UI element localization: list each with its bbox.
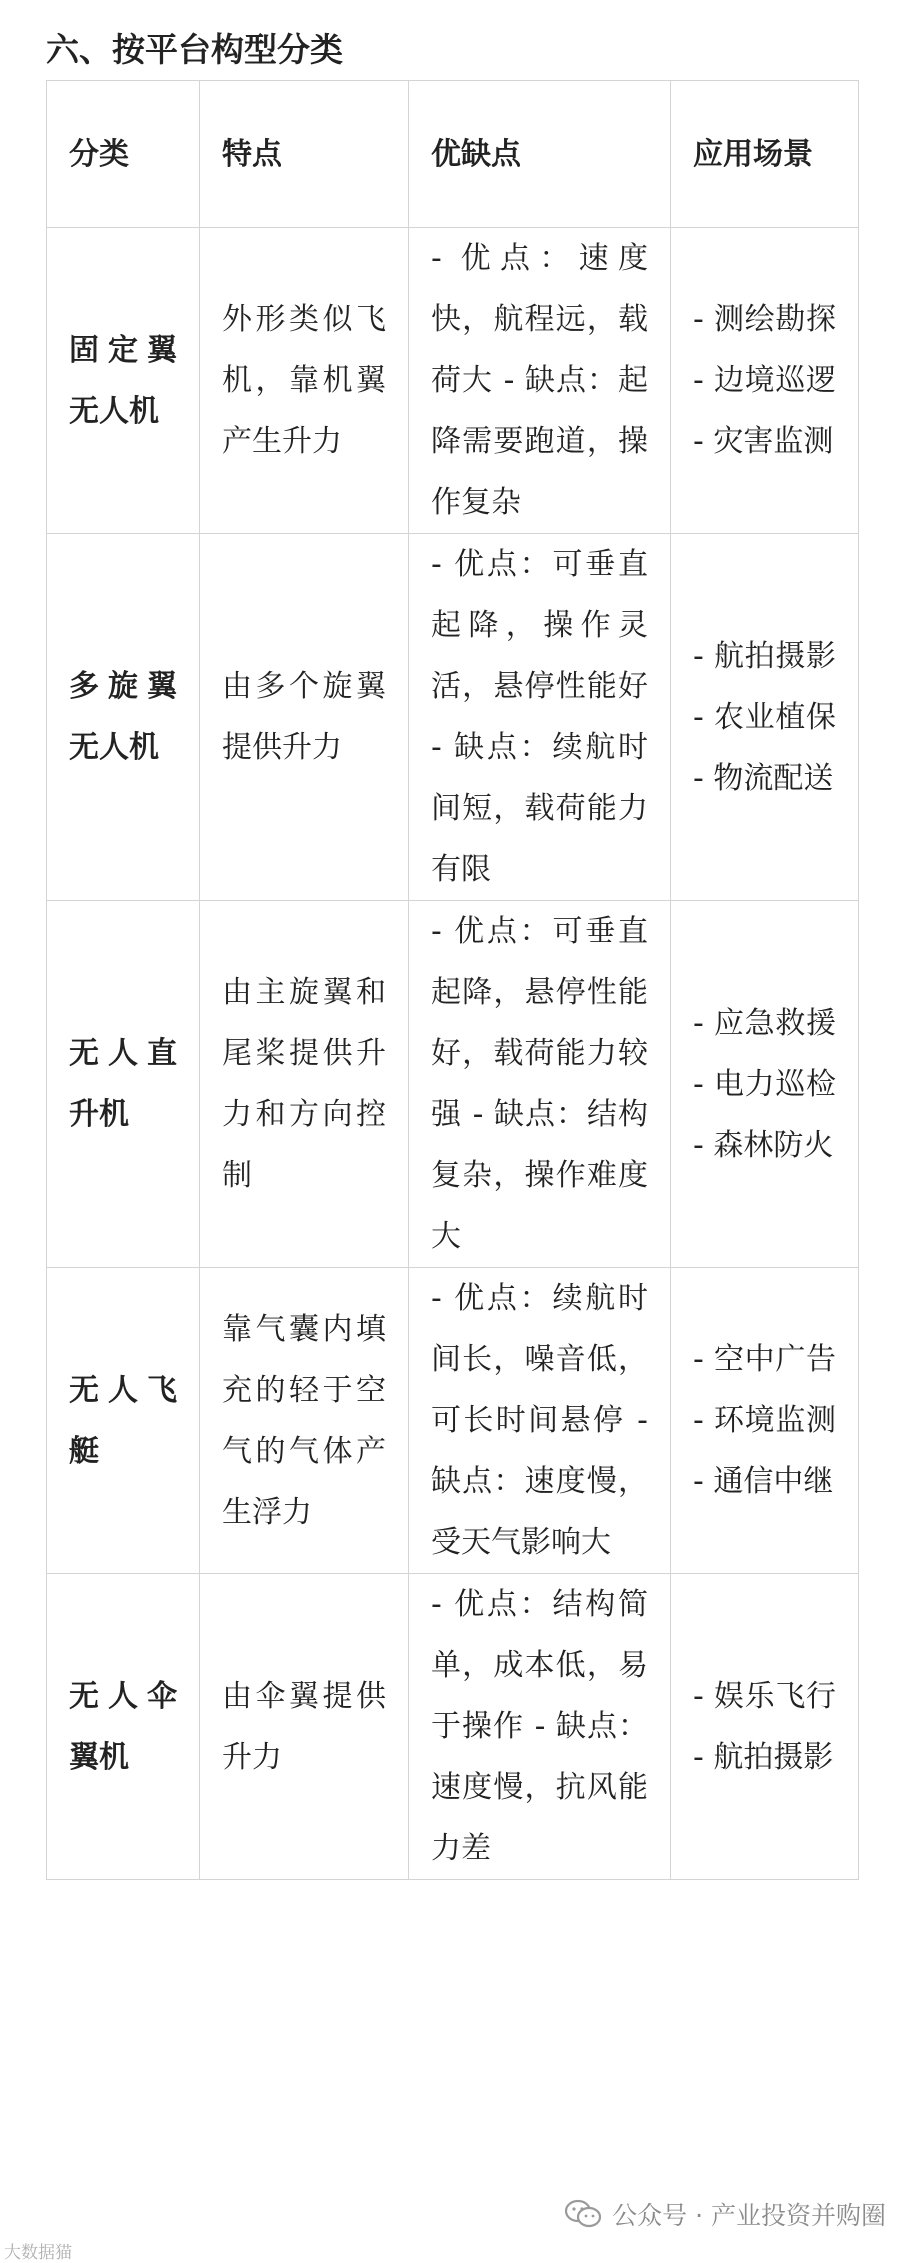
table-row xyxy=(47,901,859,1268)
source-label: 公众号 · 产业投资并购圈 xyxy=(612,2201,886,2230)
row-applications: - 空中广告 - 环境监测 - 通信中继 xyxy=(671,1268,859,1574)
table-row xyxy=(47,1574,859,1880)
row-category: 无人直升机 xyxy=(47,901,200,1268)
row-applications: - 应急救援 - 电力巡检 - 森林防火 xyxy=(671,901,859,1268)
wechat-icon xyxy=(564,2198,602,2230)
watermark-text: 大数据猫 xyxy=(4,2243,72,2263)
row-pros-cons: - 优点：可垂直起降，悬停性能好，载荷能力较强 - 缺点：结构复杂，操作难度大 xyxy=(409,901,671,1268)
row-category: 无人飞艇 xyxy=(47,1268,200,1574)
table-row xyxy=(47,228,859,534)
row-features: 由多个旋翼提供升力 xyxy=(200,534,409,901)
row-features: 由主旋翼和尾桨提供升力和方向控制 xyxy=(200,901,409,1268)
row-applications: - 娱乐飞行 - 航拍摄影 xyxy=(671,1574,859,1880)
header-applications: 应用场景 xyxy=(671,81,859,228)
row-features: 外形类似飞机，靠机翼产生升力 xyxy=(200,228,409,534)
header-category: 分类 xyxy=(47,81,200,228)
header-pros-cons: 优缺点 xyxy=(409,81,671,228)
row-features: 由伞翼提供升力 xyxy=(200,1574,409,1880)
row-category: 固定翼无人机 xyxy=(47,228,200,534)
platform-classification-table xyxy=(46,80,859,1880)
table-row xyxy=(47,1268,859,1574)
row-applications: - 测绘勘探 - 边境巡逻 - 灾害监测 xyxy=(671,228,859,534)
platform-classification-table-wrap xyxy=(46,80,858,1880)
row-applications: - 航拍摄影 - 农业植保 - 物流配送 xyxy=(671,534,859,901)
row-pros-cons: - 优点：结构简单，成本低，易于操作 - 缺点：速度慢，抗风能力差 xyxy=(409,1574,671,1880)
table-row xyxy=(47,534,859,901)
row-pros-cons: - 优点：续航时间长，噪音低，可长时间悬停 - 缺点：速度慢，受天气影响大 xyxy=(409,1268,671,1574)
row-pros-cons: - 优点：速度快，航程远，载荷大 - 缺点：起降需要跑道，操作复杂 xyxy=(409,228,671,534)
section-title: 六、按平台构型分类 xyxy=(46,30,343,69)
table-header-row xyxy=(47,81,859,228)
row-category: 多旋翼无人机 xyxy=(47,534,200,901)
row-pros-cons: - 优点：可垂直起降，操作灵活，悬停性能好 - 缺点：续航时间短，载荷能力有限 xyxy=(409,534,671,901)
row-category: 无人伞翼机 xyxy=(47,1574,200,1880)
wechat-source-badge xyxy=(564,2196,886,2232)
header-features: 特点 xyxy=(200,81,409,228)
row-features: 靠气囊内填充的轻于空气的气体产生浮力 xyxy=(200,1268,409,1574)
